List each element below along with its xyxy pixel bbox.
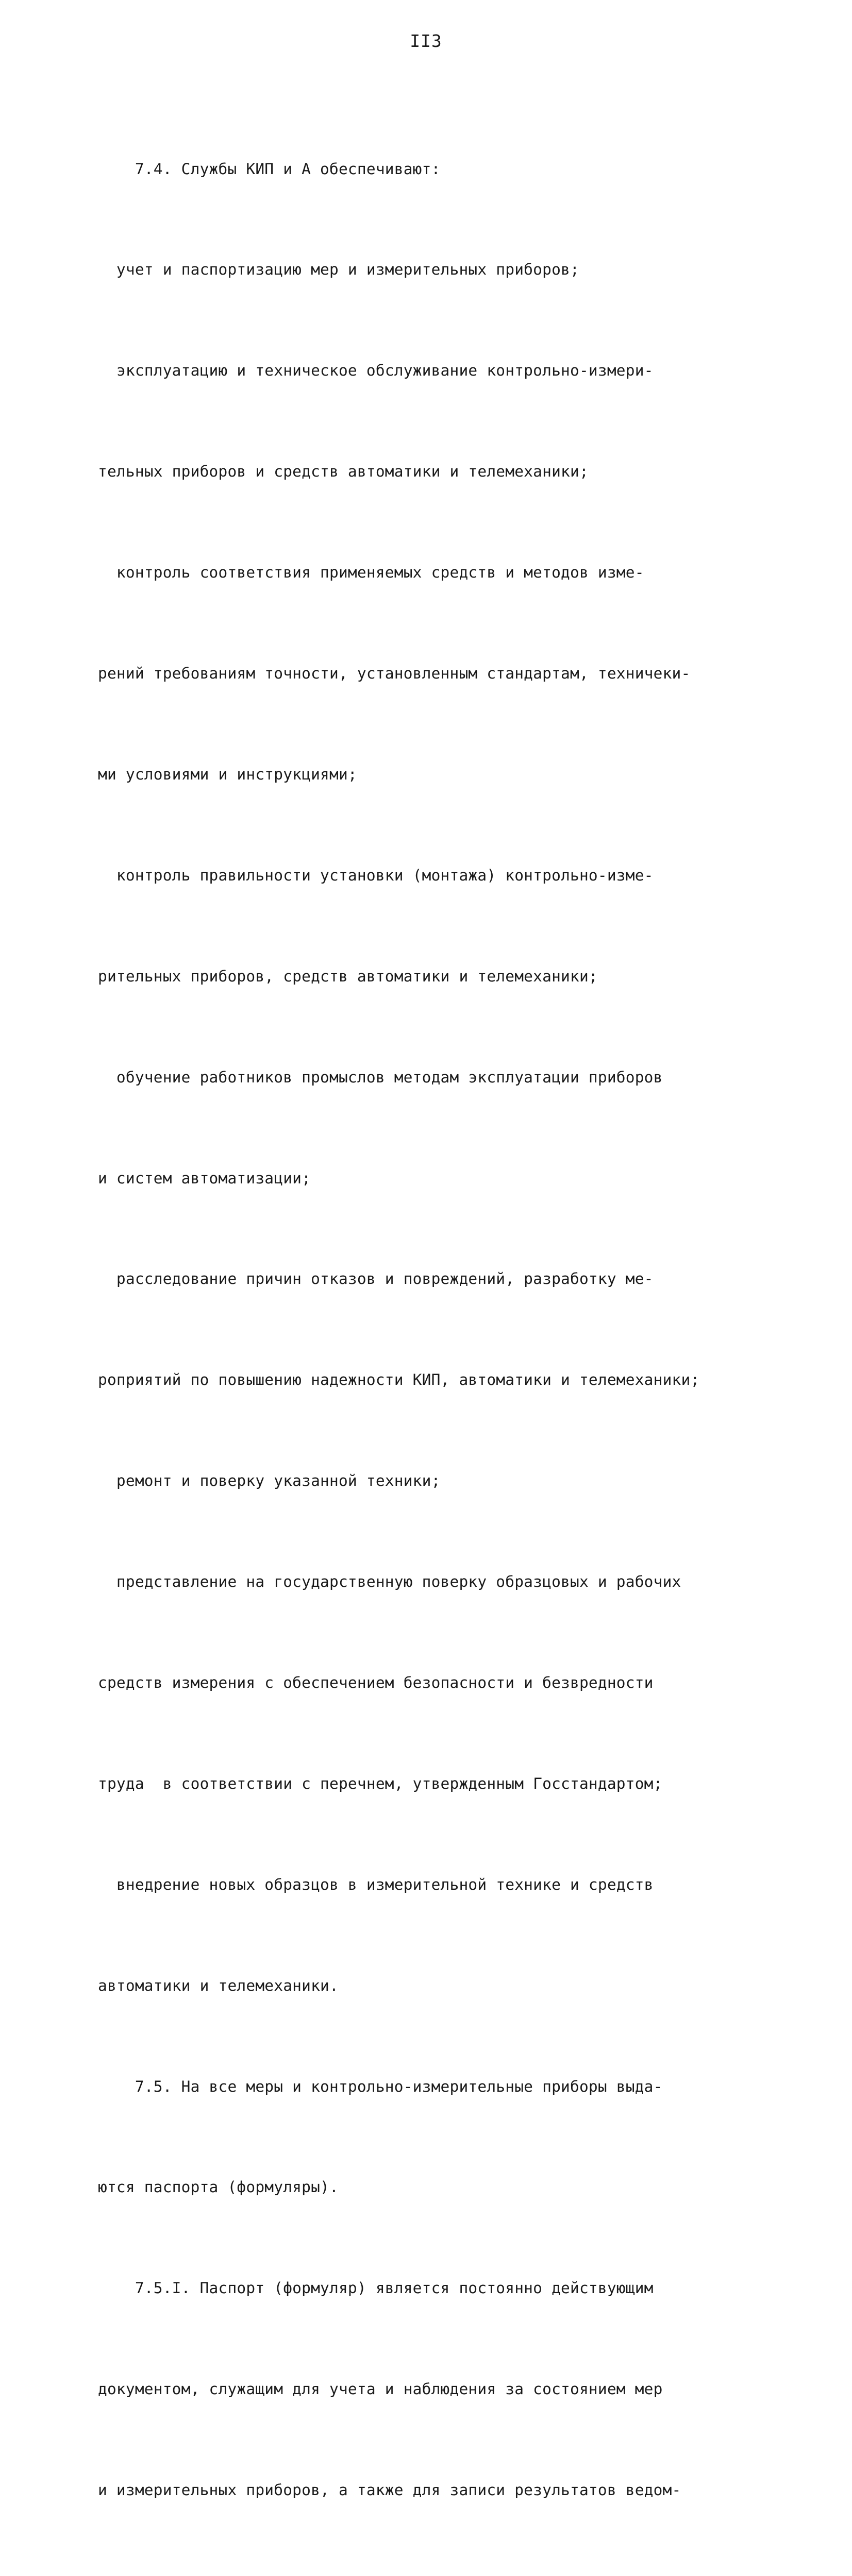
- text-line: расследование причин отказов и повреждений, разработку ме-: [98, 1270, 654, 1288]
- text-line: роприятий по повышению надежности КИП, автоматики и телемеханики;: [98, 1371, 700, 1389]
- text-line: представление на государственную поверку образцовых и рабочих: [98, 1573, 681, 1591]
- page-number: II3: [410, 31, 442, 51]
- text-line: ми условиями и инструкциями;: [98, 765, 357, 783]
- text-line: 7.5. На все меры и контрольно-измерительные приборы выда-: [98, 2077, 663, 2095]
- text-line: учет и паспортизацию мер и измерительных приборов;: [98, 261, 579, 279]
- text-line: труда в соответствии с перечнем, утвержденным Госстандартом;: [98, 1774, 663, 1792]
- text-line: 7.4. Службы КИП и А обеспечивают:: [98, 160, 441, 178]
- text-line: и измерительных приборов, а также для записи результатов ведом-: [98, 2481, 681, 2499]
- text-line: ются паспорта (формуляры).: [98, 2178, 339, 2196]
- body-text: [98, 85, 778, 2576]
- text-line: документом, служащим для учета и наблюдения за состоянием мер: [98, 2380, 663, 2398]
- text-line: 7.5.I. Паспорт (формуляр) является постоянно действующим: [98, 2279, 654, 2297]
- text-line: тельных приборов и средств автоматики и телемеханики;: [98, 463, 589, 481]
- text-line: внедрение новых образцов в измерительной технике и средств: [98, 1875, 654, 1893]
- text-line: контроль соответствия применяемых средств и методов изме-: [98, 564, 644, 582]
- text-line: обучение работников промыслов методам эксплуатации приборов: [98, 1068, 663, 1086]
- text-line: контроль правильности установки (монтажа) контрольно-изме-: [98, 866, 654, 884]
- text-line: рительных приборов, средств автоматики и телемеханики;: [98, 967, 598, 985]
- text-line: рений требованиям точности, установленным стандартам, техничеки-: [98, 665, 691, 683]
- text-line: средств измерения с обеспечением безопасности и безвредности: [98, 1673, 654, 1691]
- text-line: и систем автоматизации;: [98, 1169, 311, 1187]
- text-line: ремонт и поверку указанной техники;: [98, 1472, 441, 1490]
- text-line: автоматики и телемеханики.: [98, 1976, 339, 1994]
- text-line: эксплуатацию и техническое обслуживание контрольно-измери-: [98, 362, 654, 380]
